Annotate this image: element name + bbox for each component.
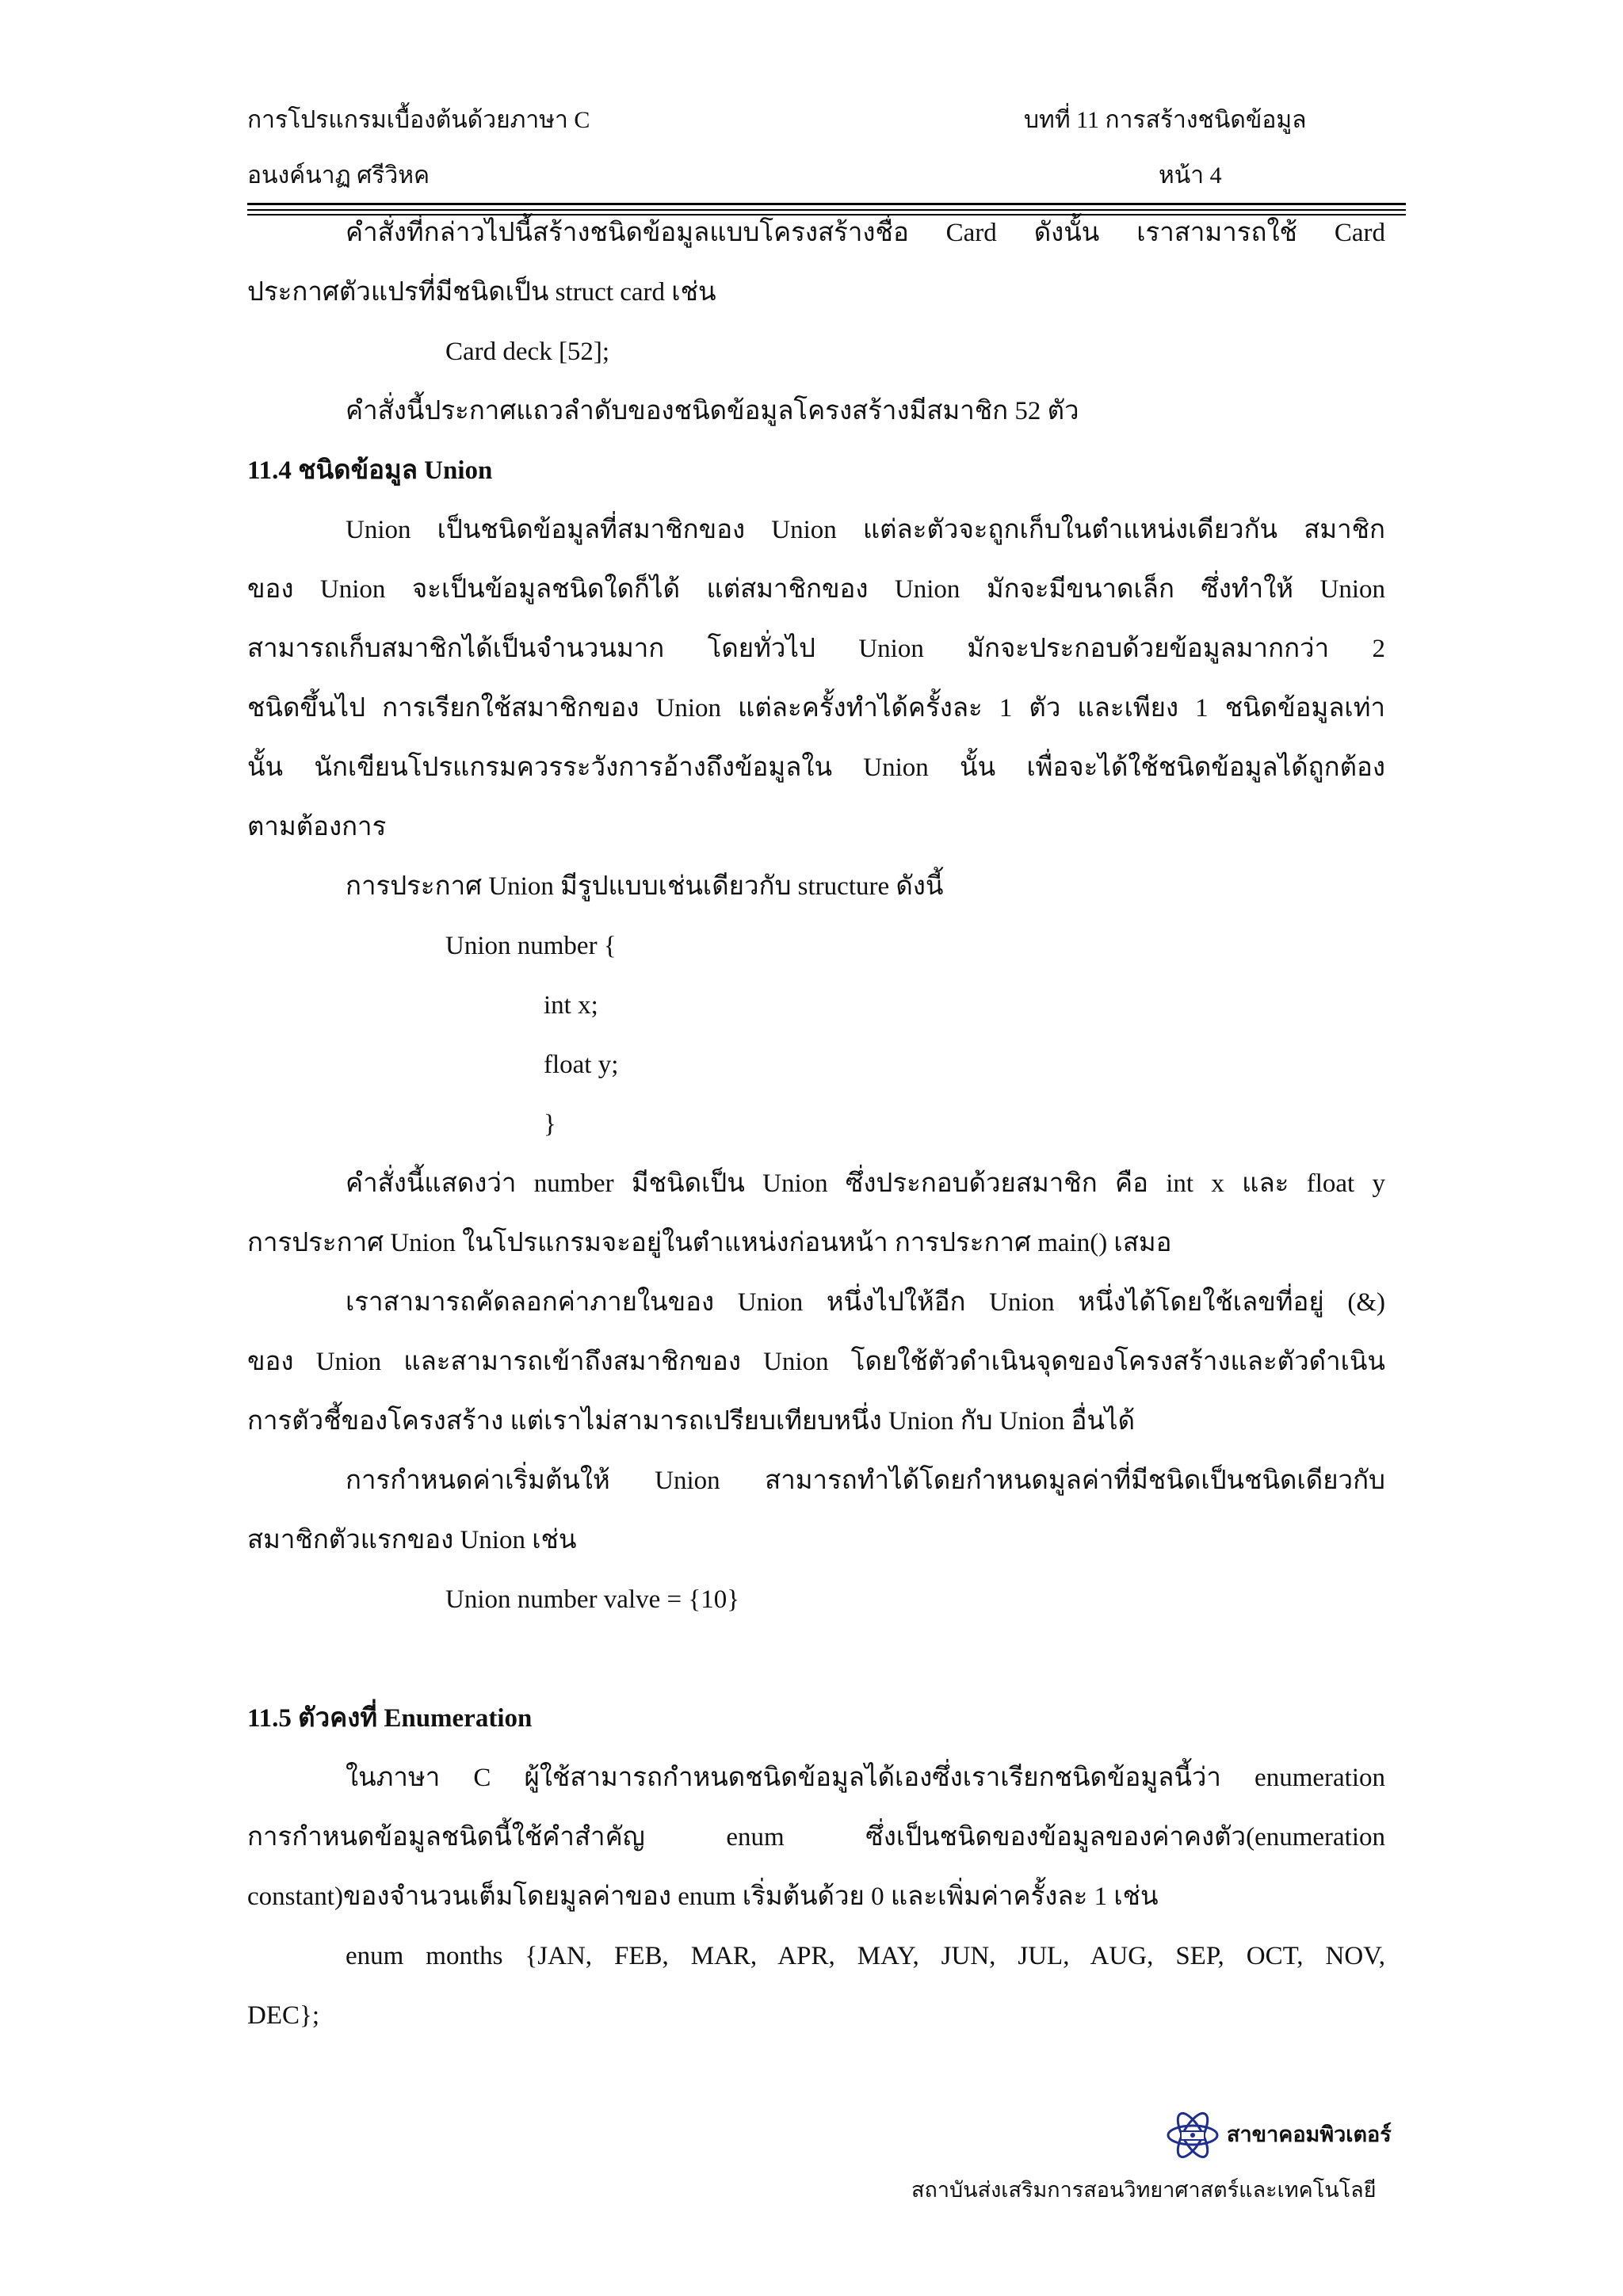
code-line: Union number { (445, 932, 617, 960)
paragraph-line: การกำหนดค่าเริ่มต้นให้ Union สามารถทำได้โดยกำหนดมูลค่าที่มีชนิดเป็นชนิดเดียวกับ (346, 1466, 1385, 1495)
paragraph-line: Union เป็นชนิดข้อมูลที่สมาชิกของ Union แต่ละตัวจะถูกเก็บในตำแหน่งเดียวกัน สมาชิก (346, 516, 1385, 544)
code-line: Union number valve = {10} (445, 1585, 740, 1614)
footer-department: สาขาคอมพิวเตอร์ (1227, 2122, 1392, 2146)
book-title: การโปรแกรมเบื้องต้นด้วยภาษา C (247, 107, 590, 133)
paragraph-line: การประกาศ Union มีรูปแบบเช่นเดียวกับ structure ดังนี้ (346, 872, 944, 901)
paragraph-line: ตามต้องการ (247, 813, 387, 841)
paragraph-line: ในภาษา C ผู้ใช้สามารถกำหนดชนิดข้อมูลได้เองซึ่งเราเรียกชนิดข้อมูลนี้ว่า enumeration (346, 1764, 1385, 1792)
paragraph-line: สามารถเก็บสมาชิกได้เป็นจำนวนมาก โดยทั่วไป Union มักจะประกอบด้วยข้อมูลมากกว่า 2 (247, 635, 1385, 663)
paragraph-line: นั้น นักเขียนโปรแกรมควรระวังการอ้างถึงข้อมูลใน Union นั้น เพื่อจะได้ใช้ชนิดข้อมูลได้ถูกต้อง (247, 753, 1385, 782)
paragraph-line: ชนิดขึ้นไป การเรียกใช้สมาชิกของ Union แต่ละครั้งทำได้ครั้งละ 1 ตัว และเพียง 1 ชนิดข้อมูลเท่า (247, 694, 1385, 723)
paragraph-line: การตัวชี้ของโครงสร้าง แต่เราไม่สามารถเปรียบเทียบหนึ่ง Union กับ Union อื่นได้ (247, 1407, 1136, 1436)
page-number: หน้า 4 (1159, 162, 1222, 189)
paragraph-line: การกำหนดข้อมูลชนิดนี้ใช้คำสำคัญ enum ซึ่งเป็นชนิดของข้อมูลของค่าคงตัว(enumeration (247, 1823, 1385, 1852)
code-line: enum months {JAN, FEB, MAR, APR, MAY, JUN, JUL, AUG, SEP, OCT, NOV, (346, 1942, 1385, 1970)
paragraph-line: คำสั่งนี้แสดงว่า number มีชนิดเป็น Union ซึ่งประกอบด้วยสมาชิก คือ int x และ float y (346, 1169, 1385, 1198)
code-line: DEC}; (247, 2001, 320, 2030)
code-line: Card deck [52]; (445, 338, 610, 366)
paragraph-line: ของ Union จะเป็นข้อมูลชนิดใดก็ได้ แต่สมาชิกของ Union มักจะมีขนาดเล็ก ซึ่งทำให้ Union (247, 575, 1385, 604)
footer-institute: สถาบันส่งเสริมการสอนวิทยาศาสตร์และเทคโนโลยี (911, 2178, 1377, 2202)
header-rule-thick (247, 203, 1406, 205)
code-line: float y; (544, 1051, 619, 1079)
paragraph-line: สมาชิกตัวแรกของ Union เช่น (247, 1526, 577, 1554)
section-heading-11-5: 11.5 ตัวคงที่ Enumeration (247, 1704, 533, 1733)
header-rule-thin-1 (247, 209, 1406, 211)
section-heading-11-4: 11.4 ชนิดข้อมูล Union (247, 456, 493, 485)
ipst-atom-logo-icon (1165, 2107, 1220, 2163)
paragraph-line: คำสั่งที่กล่าวไปนี้สร้างชนิดข้อมูลแบบโครงสร้างชื่อ Card ดังนั้น เราสามารถใช้ Card (346, 219, 1385, 247)
paragraph-line: คำสั่งนี้ประกาศแถวลำดับของชนิดข้อมูลโครงสร้างมีสมาชิก 52 ตัว (346, 397, 1079, 425)
paragraph-line: เราสามารถคัดลอกค่าภายในของ Union หนึ่งไปให้อีก Union หนึ่งได้โดยใช้เลขที่อยู่ (&) (346, 1288, 1385, 1317)
paragraph-line: constant)ของจำนวนเต็มโดยมูลค่าของ enum เริ่มต้นด้วย 0 และเพิ่มค่าครั้งละ 1 เช่น (247, 1882, 1159, 1911)
code-line: } (544, 1110, 556, 1138)
chapter-title: บทที่ 11 การสร้างชนิดข้อมูล (1024, 107, 1307, 133)
code-line: int x; (544, 991, 598, 1020)
paragraph-line: ของ Union และสามารถเข้าถึงสมาชิกของ Union โดยใช้ตัวดำเนินจุดของโครงสร้างและตัวดำเนิน (247, 1348, 1385, 1376)
paragraph-line: ประกาศตัวแปรที่มีชนิดเป็น struct card เช่น (247, 278, 716, 307)
author-name: อนงค์นาฏ ศรีวิหค (247, 162, 430, 189)
paragraph-line: การประกาศ Union ในโปรแกรมจะอยู่ในตำแหน่งก่อนหน้า การประกาศ main() เสมอ (247, 1229, 1172, 1257)
